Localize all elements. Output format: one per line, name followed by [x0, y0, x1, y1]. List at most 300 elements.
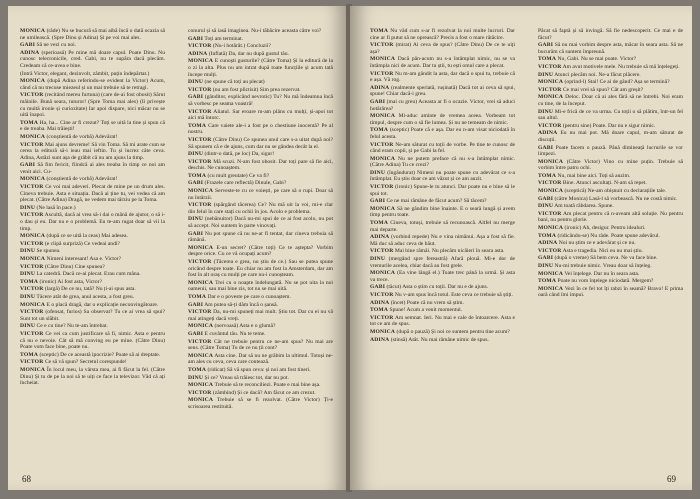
- dialogue-text: (tăcut) Asta o știm cu toții. Dar nu e de ajuns.: [386, 284, 489, 291]
- dialogue-line: [370, 329, 515, 336]
- dialogue-line: [538, 159, 683, 172]
- dialogue-line: [188, 245, 333, 258]
- dialogue-line: [20, 162, 165, 175]
- dialogue-text: Dar e o poveste pe care o cunoaștem.: [207, 293, 291, 300]
- dialogue-line: [538, 109, 683, 122]
- dialogue-line: [538, 248, 683, 255]
- dialogue-line: [20, 176, 165, 183]
- dialogue-text: Asta cine. Dar să nu ne grăbim la ultimul. Totuși ne-am ales cu ceva, ceva care contează.: [188, 352, 333, 366]
- speaker-name: MONICA: [188, 244, 214, 251]
- dialogue-text: (îngândurat) Nimeni nu poate spune cu adevărat ce s-a întâmplat. Eu știu doar ce am văzut și ce am auzit.: [370, 169, 515, 183]
- dialogue-text: (Ne lasă în pace.): [36, 204, 76, 211]
- dialogue-text: Ascultă, dacă ai vrea să-i dai o mână de ajutor, o să i-o dau și eu. Dar nu e o problemă. Eu te-am rugat doar să vii la timp.: [20, 212, 165, 232]
- speaker-name: VICTOR: [20, 359, 44, 366]
- speaker-name: MONICA: [370, 113, 396, 120]
- dialogue-line: [188, 323, 333, 330]
- dialogue-line: [538, 64, 683, 71]
- speaker-name: MONICA: [188, 382, 214, 389]
- dialogue-text: Am putea să-ți dăm încă o șansă.: [204, 301, 278, 308]
- left-page-column-2: [188, 28, 333, 458]
- dialogue-line: [370, 170, 515, 183]
- dialogue-line: [188, 28, 333, 35]
- speaker-name: TOMA: [370, 28, 389, 34]
- speaker-name: DINU: [538, 203, 554, 210]
- dialogue-line: [370, 85, 515, 98]
- dialogue-text: Deloc. Doar că ai ales fără să ne întrebi. Noi eram cu tine, de la început.: [538, 94, 683, 107]
- speaker-name: ADINA: [538, 130, 558, 137]
- dialogue-line: [20, 286, 165, 293]
- dialogue-line: [370, 284, 515, 291]
- dialogue-line: [188, 151, 333, 158]
- speaker-name: MONICA: [20, 366, 46, 373]
- speaker-name: MONICA: [188, 188, 214, 195]
- dialogue-text: (nu am fost plictisit) Sim prea rezervat.: [212, 86, 301, 93]
- dialogue-line: [20, 71, 165, 78]
- speaker-name: MONICA: [370, 56, 396, 63]
- dialogue-text: Poate nu vom înțelege niciodată. Mergem?: [557, 278, 654, 285]
- dialogue-line: [370, 198, 515, 205]
- dialogue-line: [538, 271, 683, 278]
- dialogue-text: Nu-mi trebuie nimic. Vreau doar să înțeleg.: [554, 263, 652, 269]
- dialogue-text: (largă) De ce nu, tată? Nu ți-ai spus asta.: [44, 286, 136, 293]
- dialogue-text: Ce să vă spun? Secretul corespunde!: [44, 359, 127, 366]
- speaker-name: GABI: [188, 301, 204, 308]
- dialogue-line: [188, 123, 333, 136]
- dialogue-line: [370, 71, 515, 84]
- dialogue-text: Ne-am săturat cu toții de vorbe. Pe tine te cunosc de când eram copii, și pe Gabi la fel.: [370, 141, 515, 155]
- dialogue-line: [538, 145, 683, 158]
- dialogue-text: (stinsă) Atât. Nu mai rămâne nimic de spus.: [390, 336, 489, 343]
- dialogue-text: Mi-aduc aminte de vremea aceea. Vorbeam tot timpul, despre cum o să fie lumea. Și nu ne temeam de nimic.: [370, 113, 515, 126]
- dialogue-text: (vorbind repede) Nu e vina nimănui. Așa a fost să fie. Mă duc să aduc ceva de băut.: [370, 234, 515, 247]
- speaker-name: TOMA: [20, 351, 39, 358]
- dialogue-line: [20, 359, 165, 366]
- speaker-name: MONICA: [538, 225, 564, 232]
- speaker-name: VICTOR: [188, 136, 212, 143]
- dialogue-line: [188, 331, 333, 338]
- dialogue-line: [370, 206, 515, 219]
- dialogue-text: Să ne gândim bine înainte. E o seară lungă și avem timp pentru toate.: [370, 205, 515, 219]
- dialogue-line: [538, 173, 683, 180]
- dialogue-text: Nu, mai bine aici. Toți să auzim.: [557, 172, 631, 179]
- dialogue-text: Da, nu-mi spuneți mai mult. Știu tot. Dar cu ei nu vă mai atingeți dacă vreți.: [188, 309, 333, 322]
- dialogue-text: (încet) Poate că nu vrem să știm.: [390, 299, 464, 306]
- dialogue-line: [188, 43, 333, 50]
- dialogue-text: (nervoasă) Asta e o glumă?: [214, 323, 276, 330]
- speaker-name: VICTOR: [370, 184, 394, 191]
- speaker-name: MONICA: [538, 270, 564, 277]
- dialogue-text: Dacă pân-acum nu s-a întâmplat nimic, nu se va întâmpla nici de acum. Dar tu știi, tu ești omul care a plecat.: [370, 56, 515, 69]
- speaker-name: TOMA: [188, 172, 207, 179]
- dialogue-text: Să nu mai vorbim despre asta, măcar în seara asta. Să ne bucurăm că suntem împreună.: [538, 42, 683, 55]
- dialogue-text: Să fim fericit, fiindcă ai ales treaba în timp ce noi am venit aici. Cu-: [20, 162, 165, 175]
- dialogue-line: [20, 205, 165, 212]
- dialogue-line: [538, 79, 683, 86]
- dialogue-text: (mai cu greu) Aceasta ar fi o ocazie. Victor, vrei să aduci hotărârea?: [370, 98, 515, 112]
- dialogue-text: (gânditor, explicând nevrotic) Tu? Nu mă îndeamna încă să vorbesc pe seama voastră!: [188, 94, 333, 107]
- speaker-name: GABI: [188, 230, 204, 237]
- dialogue-line: [370, 113, 515, 126]
- dialogue-line: [20, 50, 165, 70]
- dialogue-text: (recitând mereu furtuna) (care de-ai fost obosit) Sărut mâinile. Bună seara, tuturor! (Spre Toma mai ales) (Ii privește cu multă ironie și curiozitate) Iar apoi dispare, nici măcar nu se uită înapoi.: [20, 92, 165, 119]
- speaker-name: TOMA: [20, 119, 39, 126]
- dialogue-line: [370, 292, 515, 299]
- dialogue-line: [20, 323, 165, 330]
- speaker-name: MONICA: [538, 158, 564, 165]
- dialogue-text: (sceptic) Poate că e așa. Dar eu n-am visat niciodată în felul acesta.: [370, 127, 515, 140]
- dialogue-text: (pentru sine) Poate. Dar nu e sigur nimic.: [562, 122, 656, 129]
- dialogue-text: Nu m-am gândit la asta, dar dacă o spui tu, trebuie că e așa. Vă rog.: [370, 70, 515, 84]
- dialogue-line: [188, 382, 333, 389]
- dialogue-line: [20, 28, 165, 41]
- speaker-name: VICTOR: [20, 286, 44, 293]
- dialogue-text: (conștientă de vorbă) Adevărat!: [46, 133, 118, 140]
- speaker-name: VICTOR: [538, 86, 562, 93]
- dialogue-text: Poate facem o pauză. Până dimineață lucrurile se vor limpezi.: [538, 144, 683, 158]
- dialogue-line: [20, 120, 165, 133]
- dialogue-line: [20, 294, 165, 301]
- dialogue-text: Nu, Gabi. Nu se mai poate. Victor?: [557, 56, 637, 63]
- speaker-name: ADINA: [370, 336, 390, 343]
- dialogue-text: (Inflată) Da, dar nu după gustul tău.: [208, 50, 289, 57]
- dialogue-line: [20, 78, 165, 91]
- dialogue-line: [188, 36, 333, 43]
- dialogue-text: (cu mult greutate) Ce va fi?: [207, 172, 270, 179]
- speaker-name: MONICA: [370, 155, 396, 162]
- speaker-name: TOMA: [370, 127, 389, 134]
- speaker-name: MONICA: [538, 285, 564, 292]
- dialogue-text: (sceptică) Ne-am obișnuit cu declarațiile tale.: [564, 188, 667, 195]
- speaker-name: DINU: [370, 256, 386, 262]
- dialogue-line: [370, 42, 515, 55]
- speaker-name: VICTOR: [188, 338, 212, 345]
- dialogue-text: Vezi în ce fel tot îți rabzi în seamă? Bravo! E prima oară când îmi impui.: [538, 285, 683, 299]
- speaker-name: VICTOR: [370, 314, 394, 321]
- speaker-name: MONICA: [188, 279, 214, 286]
- dialogue-text: Trebuie să te reconciliezi. Poate e mai bine așa.: [214, 382, 321, 389]
- dialogue-text: Se spunea.: [36, 248, 61, 255]
- dialogue-text: (ironic) Ai fost asta, Victor?: [39, 278, 102, 285]
- dialogue-line: [538, 42, 683, 55]
- dialogue-line: [20, 233, 165, 240]
- dialogue-text: Atunci plecăm noi. Ne-a făcut plăcere.: [554, 71, 641, 78]
- speaker-name: MONICA: [538, 94, 564, 101]
- speaker-name: ADINA: [370, 234, 390, 241]
- speaker-name: ADINA: [188, 50, 208, 57]
- dialogue-line: [20, 331, 165, 351]
- dialogue-line: [188, 339, 333, 352]
- speaker-name: VICTOR: [370, 291, 394, 298]
- speaker-name: VICTOR: [20, 330, 44, 337]
- dialogue-text: Trei cu o noapte îndelungată. Nu se pot uita la noi oamenii, sau mai bine zis, tot nu se mai uită.: [188, 279, 333, 293]
- dialogue-text: (sperioasă) Pe mine mă doare capul. Poate Dinu. Nu cunosc telecronicile, cred. Gabi, nu te supăra dacă plecăm. Credeam că ce-avea e bine.: [20, 49, 165, 69]
- speaker-name: MONICA: [20, 28, 46, 34]
- dialogue-text: (Frazele care reflectă) Dinule, Gabi?: [204, 180, 287, 187]
- dialogue-line: [370, 28, 515, 41]
- left-page-number: 68: [22, 474, 31, 484]
- dialogue-text: (nebănuitor) Dacă nu-mi spui de ce ai fost acolo, nu pot să accept. Noi suntem în parte vinovați.: [188, 216, 333, 230]
- dialogue-text: În locul meu, la vârsta mea, ai fi făcut la fel. (Către Dinu) Și tu de pe la noi să te uiți ce face la televizor. Văd că ați încheiat.: [20, 366, 165, 387]
- speaker-name: TOMA: [188, 366, 207, 373]
- dialogue-text: Ce mai vrei să spun? Cât am greșit?: [562, 86, 644, 93]
- dialogue-line: [370, 307, 515, 314]
- dialogue-text: Ha, ha... Cine ar fi crezut? Toți se uită la tine și spun că e de treaba. Mai trăiești!: [20, 119, 165, 133]
- dialogue-text: (după o pauză) Și noi ce suntem pentru tine acum?: [396, 328, 510, 335]
- dialogue-line: [538, 240, 683, 247]
- dialogue-line: [188, 216, 333, 229]
- dialogue-text: (zâmbind) Și ce dacă? Am făcut ce am crezut.: [212, 389, 316, 396]
- dialogue-text: E o placă dragă, dar o explicație neconvingătoare.: [46, 301, 159, 308]
- dialogue-line: [20, 256, 165, 263]
- dialogue-line: [370, 234, 515, 247]
- dialogue-text: Mi-e frică de ce va urma. Cu toții o să plătim, într-un fel sau altul.: [538, 108, 683, 122]
- speaker-name: VICTOR: [370, 42, 394, 49]
- speaker-name: VICTOR: [188, 158, 212, 165]
- speaker-name: TOMA: [538, 56, 557, 63]
- dialogue-line: [188, 309, 333, 322]
- speaker-name: DINU: [20, 204, 36, 211]
- dialogue-line: [188, 79, 333, 86]
- dialogue-text: Am semnat. Ieri. Nu mai e cale de întoarcere. Asta e tot ce am de spus.: [370, 314, 515, 328]
- dialogue-line: [538, 188, 683, 195]
- dialogue-text: Mă scuzi. N-am fost obosit. Dar toți pare să fie aici, deschis. Ne cunoaștem.: [188, 158, 333, 172]
- speaker-name: MONICA: [188, 58, 214, 65]
- dialogue-line: [188, 375, 333, 382]
- dialogue-line: [20, 42, 165, 49]
- speaker-name: GABI: [188, 180, 204, 187]
- speaker-name: TOMA: [538, 278, 557, 285]
- dialogue-text: Tăcere atât de grea, anul acesta, a fost greu.: [36, 293, 135, 300]
- speaker-name: MONICA: [188, 323, 214, 330]
- dialogue-text: (Intră Victor, elegant, dezinvolt, zâmbit, puțin îndepărtat.): [20, 70, 150, 77]
- dialogue-line: [538, 72, 683, 79]
- dialogue-line: [20, 92, 165, 118]
- speaker-name: DINU: [538, 263, 554, 269]
- speaker-name: MONICA: [20, 78, 46, 85]
- speaker-name: VICTOR: [188, 259, 212, 265]
- speaker-name: ADINA: [20, 49, 40, 56]
- dialogue-text: Ce vei ca cum justificare să fi, nimic. Asta e pentru că nu e nevoie. Cât să mă conving eu pe mine. (Către Dinu) Poate vom face bine, poate nu.: [20, 330, 165, 351]
- speaker-name: VICTOR: [20, 240, 44, 247]
- dialogue-text: Am avut motivele mele. Nu trebuie să mă înțelegeți.: [562, 63, 680, 70]
- dialogue-text: (Ea vine lângă el.) Toate trec până la urmă. Și asta va trece.: [370, 270, 515, 283]
- speaker-name: DINU: [370, 169, 386, 176]
- speaker-name: GABI: [370, 284, 386, 291]
- dialogue-text: E cunoști gusturile? (Către Toma) Și la editură de la o zi la alta. Plus nu am intrat după toate funcțiile și acum tată începe mulți.: [188, 58, 333, 78]
- dialogue-line: [370, 270, 515, 283]
- dialogue-text: (ne spune că toți au plecat): [204, 79, 265, 86]
- speaker-name: DINU: [188, 79, 204, 86]
- dialogue-line: [188, 109, 333, 122]
- dialogue-text: (mirat) Ai ceva de spus? (Către Dinu) De ce te uiți așa?: [370, 42, 515, 55]
- dialogue-line: [370, 315, 515, 328]
- dialogue-text: (Către Dinu) Cine spunea?: [44, 263, 105, 270]
- speaker-name: DINU: [538, 71, 554, 78]
- speaker-name: GABI: [370, 98, 386, 105]
- dialogue-text: (realmente speriată, rușinată) Dacă tot ai ceva să spui, spune! Chiar dacă-i greu.: [370, 84, 515, 98]
- speaker-name: GABI: [538, 42, 554, 49]
- speaker-name: TOMA: [188, 293, 207, 300]
- speaker-name: MONICA: [538, 79, 564, 86]
- speaker-name: GABI: [20, 42, 36, 49]
- dialogue-line: [188, 58, 333, 78]
- speaker-name: MONICA: [370, 328, 396, 335]
- dialogue-text: Asta e tragedia. Nici eu nu mai știu.: [562, 247, 643, 254]
- dialogue-line: [538, 225, 683, 232]
- dialogue-text: (e clipă surpriză) Ce vedeai andi?: [44, 240, 120, 247]
- dialogue-line: [538, 263, 683, 270]
- dialogue-text: Toți am terminat.: [204, 35, 244, 42]
- speaker-name: MONICA: [188, 397, 214, 404]
- dialogue-text: Am plecat pentru că n-aveam altă soluție. Nu pentru bani, nu pentru glorie.: [538, 210, 683, 224]
- speaker-name: DINU: [538, 108, 554, 115]
- dialogue-line: [538, 211, 683, 224]
- dialogue-text: Nu v-am spus încă totul. Este ceva ce trebuie să știți.: [394, 291, 513, 298]
- dialogue-line: [188, 137, 333, 150]
- left-page-column-1: [20, 28, 165, 458]
- dialogue-line: [20, 264, 165, 271]
- dialogue-line: [370, 127, 515, 140]
- speaker-name: MONICA: [370, 270, 396, 277]
- speaker-name: TOMA: [538, 232, 557, 239]
- speaker-name: MONICA: [538, 188, 564, 195]
- speaker-name: VICTOR: [370, 248, 394, 255]
- dialogue-text: Serveste-te cu ce voiești, pe care să o rupi. Doar să nu întârzii.: [188, 188, 333, 201]
- dialogue-line: [188, 367, 333, 374]
- speaker-name: MONICA: [370, 205, 396, 212]
- speaker-name: VICTOR: [20, 141, 44, 148]
- speaker-name: DINU: [20, 248, 36, 255]
- dialogue-line: [20, 367, 165, 387]
- right-page-column-1: [370, 28, 515, 458]
- dialogue-line: [538, 286, 683, 299]
- dialogue-text: Noi nu știm ce e adevărat și ce nu.: [558, 240, 636, 247]
- dialogue-text: (Tăcerea e grea, nu știu de ce.) Sau se putea spune oricând despre toate. Eu chiar nu am fost la Amsterdam, dar am fost în alt oraș cu mulți pe care nu-i cunoșteam.: [188, 259, 333, 279]
- speaker-name: TOMA: [370, 220, 389, 227]
- dialogue-line: [370, 184, 515, 197]
- speaker-name: VICTOR: [20, 92, 44, 99]
- speaker-name: GABI: [188, 330, 204, 337]
- dialogue-text: (spărgând tăcerea) Ce? Nu mă uit la voi, mi-e clar din felul în care stați cu ochii în jos. Acolo e problema.: [188, 202, 333, 215]
- dialogue-text: Trebuie să se fi rezolvat. (Către Victor) Ți-e scrisoarea restituită.: [188, 397, 333, 410]
- dialogue-line: [538, 203, 683, 210]
- speaker-name: ADINA: [370, 84, 390, 91]
- dialogue-line: [538, 28, 683, 41]
- dialogue-text: Am toată răbdarea. Spune.: [554, 203, 614, 210]
- dialogue-line: [370, 142, 515, 155]
- dialogue-line: [188, 280, 333, 293]
- dialogue-text: Aliatul. Sar eroare m-am plâns cu mulți, și-apoi tot aici mă întorc.: [188, 108, 333, 122]
- speaker-name: GABI: [20, 162, 36, 169]
- dialogue-line: [20, 241, 165, 248]
- dialogue-line: [188, 231, 333, 244]
- speaker-name: GABI: [538, 255, 554, 262]
- dialogue-line: [538, 180, 683, 187]
- dialogue-line: [20, 134, 165, 141]
- dialogue-text: La catedră. Dacă ce-ai plecat. Erau cum mâna.: [36, 271, 141, 278]
- right-page: [350, 6, 692, 490]
- speaker-name: VICTOR: [188, 108, 212, 115]
- dialogue-text: Eu nu mai pot. Mă doare capul, m-am săturat de discuții.: [538, 130, 683, 143]
- dialogue-text: Care vaiete ale-i a fost pe o chestiune inocentă? Pe al nostru.: [188, 122, 333, 136]
- dialogue-line: [188, 294, 333, 301]
- speaker-name: VICTOR: [538, 210, 562, 217]
- speaker-name: GABI: [538, 144, 554, 151]
- dialogue-text: Ce e cu tine? Nu te-am întrebat.: [36, 323, 108, 330]
- dialogue-line: [370, 220, 515, 233]
- dialogue-text: Vei înțelege. Dar nu în seara asta.: [564, 270, 640, 277]
- speaker-name: VICTOR: [370, 70, 394, 77]
- speaker-name: DINU: [20, 293, 36, 300]
- dialogue-line: [538, 56, 683, 63]
- dialogue-text: (după o vreme) Să bem ceva. Ne va face bine.: [554, 255, 658, 262]
- dialogue-line: [188, 302, 333, 309]
- dialogue-line: [370, 248, 515, 255]
- dialogue-line: [538, 130, 683, 143]
- speaker-name: TOMA: [538, 172, 557, 179]
- speaker-name: MONICA: [188, 352, 214, 359]
- dialogue-text: Nu pot spune că nu ne-ar fi tentat, dar cineva trebuia să rămână.: [188, 230, 333, 244]
- dialogue-line: [538, 278, 683, 285]
- dialogue-line: [538, 196, 683, 203]
- speaker-name: VICTOR: [538, 247, 562, 254]
- dialogue-text: (oprind-l) Stai! Ce ai de gând? Așa se termină?: [564, 79, 670, 86]
- speaker-name: VICTOR: [20, 212, 44, 219]
- dialogue-line: [370, 300, 515, 307]
- dialogue-line: [538, 87, 683, 94]
- dialogue-text: (ironic) Ah, desigur. Pentru idealuri.: [564, 225, 646, 232]
- speaker-name: DINU: [188, 216, 204, 223]
- speaker-name: GABI: [188, 94, 204, 101]
- dialogue-text: Cineva, totuși, trebuie să recunoască. Altfel nu merge mai departe.: [370, 220, 515, 233]
- right-page-column-2: [538, 28, 683, 458]
- left-page: [8, 6, 348, 490]
- dialogue-line: [538, 255, 683, 262]
- dialogue-text: Spune! Acum a venit momentul.: [389, 307, 463, 314]
- speaker-name: VICTOR: [538, 122, 562, 129]
- speaker-name: DINU: [20, 323, 36, 330]
- speaker-name: MONICA: [20, 233, 46, 240]
- dialogue-text: Mai ajuns devreme! Să vin Toma. Să mi arate cum se cerea la editură să-i ieau mai ieftin. Tu și lucrez câte ceva. Adina, Astăzi sunt așa de grăbit că nu am ajuns la timp.: [20, 141, 165, 161]
- dialogue-line: [20, 248, 165, 255]
- dialogue-line: [188, 188, 333, 201]
- dialogue-line: [370, 156, 515, 169]
- speaker-name: VICTOR: [188, 202, 212, 209]
- dialogue-text: (ridicat) Să vă spun ceva: și noi am fost tineri.: [207, 366, 311, 373]
- dialogue-text: (Nu-i hotărât.) Concluzii?: [212, 43, 271, 50]
- dialogue-line: [188, 51, 333, 58]
- dialogue-text: (Către Dinu) Ce spunea unul care s-a uitat după noi? Să spunem că e de ajuns, cum dar nu se gândea decât la el.: [188, 136, 333, 150]
- dialogue-text: Cât ne trebuie pentru ce ne-am spus? Nu mai are sens. (Către Toma) Tu de ce nu ții cont?: [188, 338, 333, 352]
- dialogue-line: [20, 142, 165, 162]
- dialogue-text: (după Adina referindu-se evident la Victor) Acum, când că nu trecuse miezeul și un mai trebuie să te retragi.: [20, 78, 165, 91]
- speaker-name: DINU: [188, 151, 204, 158]
- dialogue-text: Nu văd cum s-ar fi rezolvat la noi multe lucruri. Dar cine ar fi putut să ne oprească? Precis a fost o mare rătăcire.: [370, 28, 515, 41]
- speaker-name: GABI: [370, 198, 386, 205]
- right-page-number: 69: [667, 474, 676, 484]
- dialogue-line: [20, 309, 165, 322]
- dialogue-line: [538, 233, 683, 240]
- speaker-name: TOMA: [188, 122, 207, 129]
- dialogue-line: [538, 123, 683, 130]
- dialogue-text: (ofensat, furios) Sa observat? Tu ce ai vrea să spui? Sunt tot un slăbit.: [20, 309, 165, 322]
- speaker-name: VICTOR: [188, 389, 212, 396]
- dialogue-line: [20, 271, 165, 278]
- dialogue-text: Ce voi mai adeveri. Plecat de mine pe un drum ales. Cineva trebuie. Asta e situația. Dacă ai ține tu, vei vedea că am plecat. (Către Adina) Dragă, ne vedem mai târziu pe la Toma.: [20, 184, 165, 204]
- dialogue-text: Și ce? Vreau să trăiesc tot, dar nu pot.: [204, 374, 289, 381]
- speaker-name: VICTOR: [20, 184, 44, 191]
- dialogue-line: [370, 337, 515, 344]
